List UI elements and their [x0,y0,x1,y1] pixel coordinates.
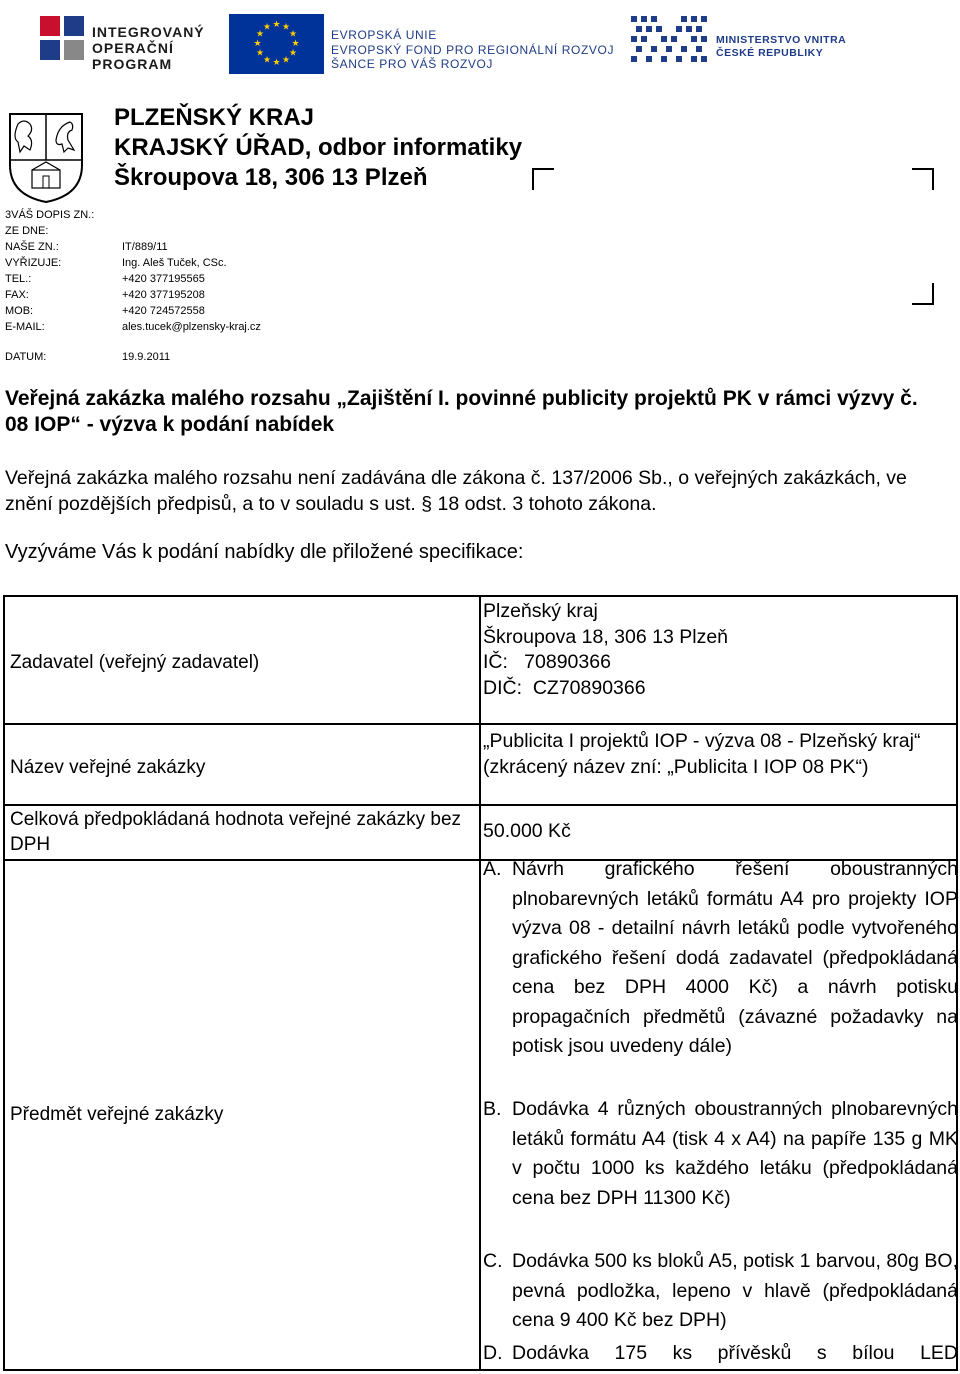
predmet-item-a [483,855,958,1062]
region-crest-icon [6,110,86,205]
svg-text:★: ★ [288,48,298,59]
table-divider [5,804,956,806]
svg-text:★: ★ [262,22,272,33]
date-value: 19.9.2011 [122,351,171,363]
specification-table [3,595,958,1371]
eu-flag-icon [229,14,324,74]
zadavatel-value: Plzeňský kraj Škroupova 18, 306 13 Plzeň IČ: 70890366 DIČ: CZ70890366 [483,600,729,699]
subject-heading: Veřejná zakázka malého rozsahu „Zajištění I. povinné publicity projektů PK v rámci výzvy č. 08 IOP“ - výzva k podání nabídek [5,387,918,436]
legal-paragraph: Veřejná zakázka malého rozsahu není zadávána dle zákona č. 137/2006 Sb., o veřejných zakázkách, ve znění pozdějších předpisů, a to v souladu s ust. § 18 odst. 3 tohoto zákona. [5,467,907,515]
email-link[interactable]: ales.tucek@plzensky-kraj.cz [122,321,261,333]
info-value: Ing. Aleš Tuček, CSc. [122,257,227,269]
predmet-item-d [483,1339,958,1369]
iop-emblem-icon [38,14,90,76]
info-label: ZE DNE: [5,225,49,237]
info-label: NAŠE ZN.: [5,241,59,253]
info-value: +420 377195565 [122,273,205,285]
date-label: DATUM: [5,351,47,363]
lead-sentence: Vyzýváme Vás k podání nabídky dle přiložené specifikace: [5,541,524,563]
ministry-logo-icon [629,14,709,68]
svg-text:★: ★ [281,55,291,66]
svg-text:★: ★ [288,29,298,40]
svg-text:★: ★ [255,29,265,40]
address-window-corner [912,168,934,190]
ministry-logo-text: MINISTERSTVO VNITRA ČESKÉ REPUBLIKY [716,34,847,59]
item-letter: A. [483,858,502,880]
item-letter: C. [483,1250,503,1272]
info-value: +420 724572558 [122,305,205,317]
hodnota-value: 50.000 Kč [483,820,571,842]
item-text: Dodávka 500 ks bloků A5, potisk 1 barvou, 80g BO, pevná podložka, lepeno v hlavě (předpokládaná cena 9 400 Kč bez DPH) [512,1250,958,1331]
address-window-corner [532,168,554,190]
svg-text:★: ★ [262,55,272,66]
header-line-1: PLZEŇSKÝ KRAJ [114,104,315,131]
table-divider [5,723,956,725]
info-label: VYŘIZUJE: [5,257,62,269]
eu-logo-text: EVROPSKÁ UNIE EVROPSKÝ FOND PRO REGIONÁLNÍ ROZVOJ ŠANCE PRO VÁŠ ROZVOJ [331,28,615,71]
predmet-item-b [483,1095,958,1213]
svg-text:★: ★ [272,20,281,30]
svg-text:★: ★ [255,48,265,59]
predmet-label: Předmět veřejné zakázky [10,1104,224,1125]
info-label: 3VÁŠ DOPIS ZN.: [5,209,95,221]
svg-text:★: ★ [281,22,291,33]
info-label: FAX: [5,289,29,301]
predmet-item-c [483,1247,958,1336]
item-text: Dodávka 4 různých oboustranných plnobarevných letáků formátu A4 (tisk 4 x A4) na papíře 135 g MK v počtu 1000 ks každého letáku (předpokládaná cena bez DPH 11300 Kč) [512,1098,958,1209]
nazev-value: „Publicita I projektů IOP - výzva 08 - Plzeňský kraj“ (zkrácený název zní: „Publicita I IOP 08 PK“) [483,730,921,778]
info-value: +420 377195208 [122,289,205,301]
item-letter: B. [483,1098,502,1120]
item-letter: D. [483,1342,503,1364]
header-line-2: KRAJSKÝ ÚŘAD, odbor informatiky [114,134,523,161]
hodnota-label: Celková předpokládaná hodnota veřejné zakázky bez DPH [10,809,462,855]
svg-text:★: ★ [253,39,262,49]
info-label: TEL.: [5,273,32,285]
svg-text:★: ★ [272,58,281,68]
address-window-corner [912,283,934,305]
nazev-label: Název veřejné zakázky [10,757,206,778]
info-label: MOB: [5,305,34,317]
item-text: Dodávka 175 ks přívěsků s bílou LED [512,1342,958,1364]
header-line-3: Škroupova 18, 306 13 Plzeň [114,164,428,191]
table-divider [479,597,481,1369]
info-value: IT/889/11 [122,241,168,253]
item-text: Návrh grafického řešení oboustranných plnobarevných letáků formátu A4 pro projekty IOP výzva 08 - detailní návrh letáků podle vytvořeného grafického řešení dodá zadavatel (předpokládaná cena bez DPH 4000 Kč) a návrh potisku propagačních předmětů (závazné požadavky na potisk jsou uvedeny dále) [512,858,958,1057]
info-label: E-MAIL: [5,321,45,333]
svg-text:★: ★ [291,39,300,49]
zadavatel-label: Zadavatel (veřejný zadavatel) [10,652,260,673]
iop-logo-text: INTEGROVANÝ OPERAČNÍ PROGRAM [92,24,205,72]
